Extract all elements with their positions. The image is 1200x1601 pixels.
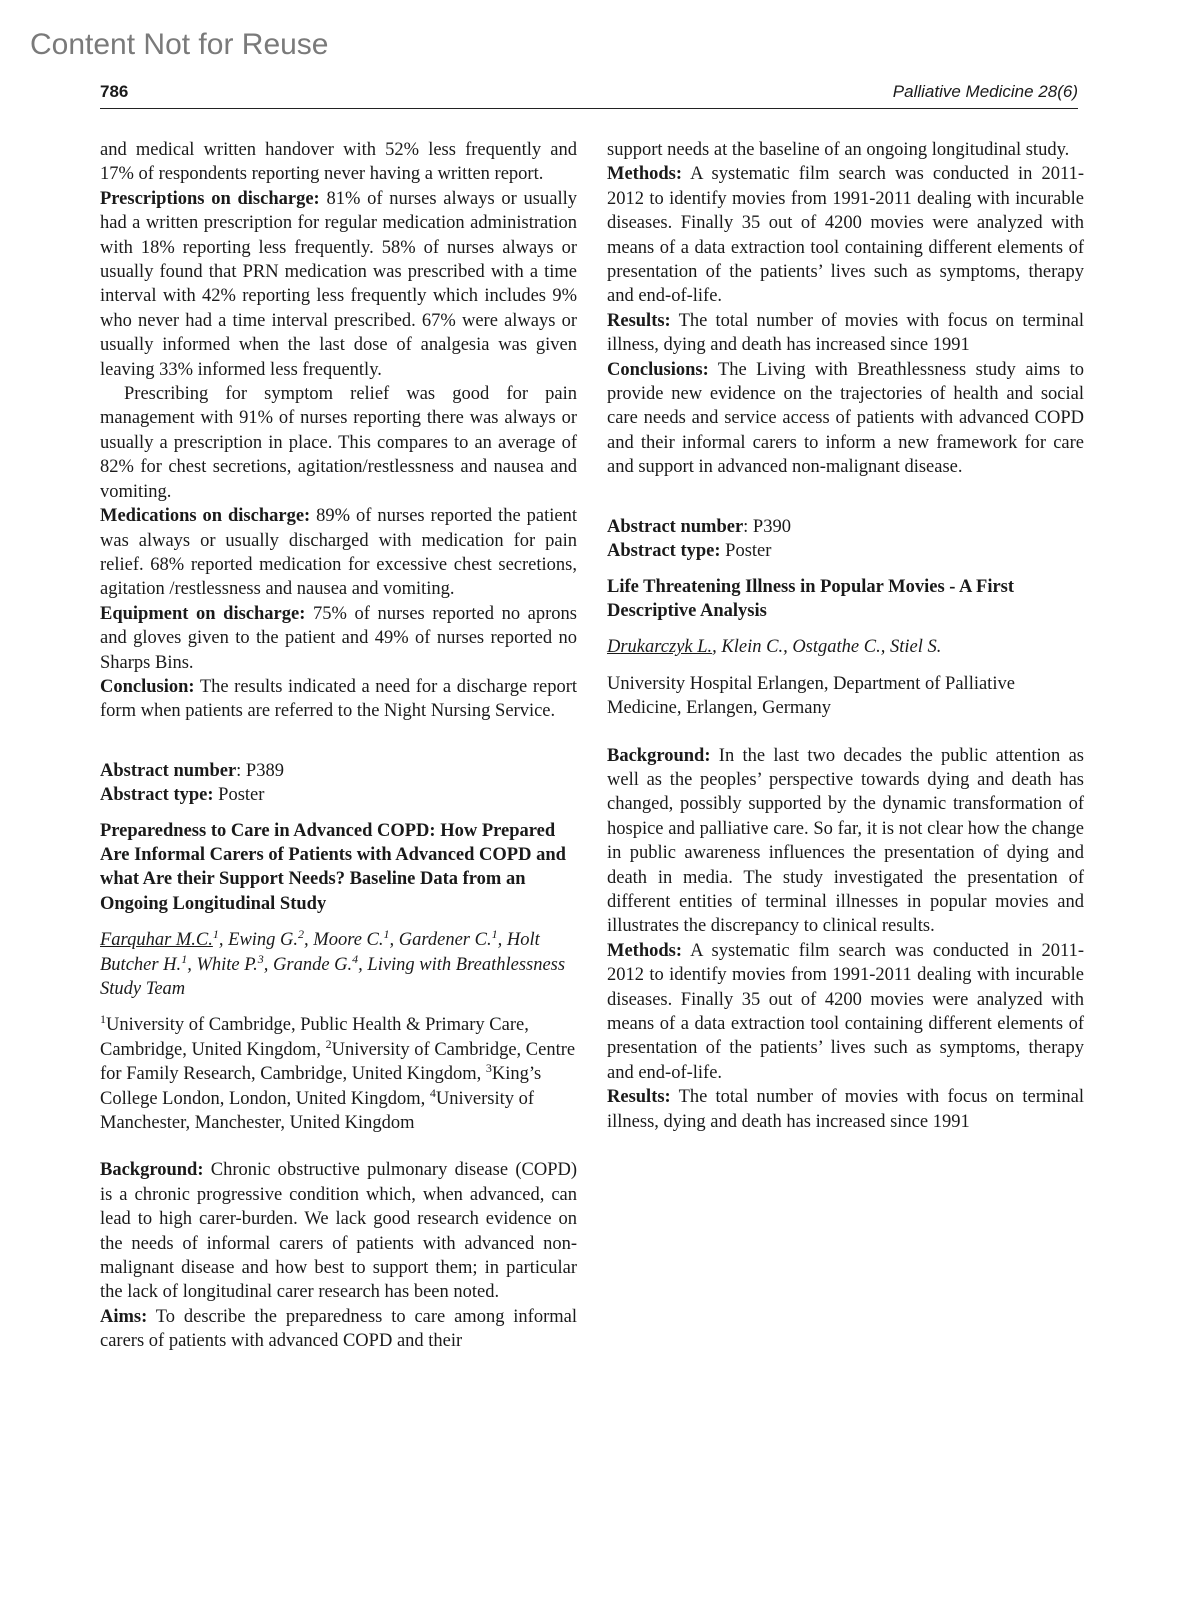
author: , Grande G.: [263, 954, 353, 975]
section-heading: Aims:: [100, 1306, 148, 1327]
continued-paragraph: and medical written handover with 52% less frequently and 17% of respondents reporting never having a written report.: [100, 140, 577, 185]
conclusions-paragraph: [607, 358, 1084, 480]
affiliations: University Hospital Erlangen, Department of Palliative Medicine, Erlangen, Germany: [607, 673, 1015, 719]
abstract-type: [607, 539, 1084, 563]
meta-label: Abstract type:: [100, 785, 214, 806]
affiliation-marker: 1: [100, 1012, 106, 1027]
meta-value: : P389: [236, 760, 284, 781]
affiliation: King’s College London, London, United Kingdom,: [100, 1064, 542, 1109]
presenting-author: Farquhar M.C.: [100, 930, 213, 951]
section-text: 81% of nurses always or usually had a written prescription for regular medication administration with 18% reporting less frequently. 58% of nurses always or usually found that PRN medication was prescribed with a time interval with 42% reporting less frequently which includes 9% who never had a time interval prescribed. 67% were always or usually informed when the last dose of analgesia was given leaving 33% informed less frequently.: [100, 188, 577, 380]
author: , Living with Breathlessness Study Team: [100, 954, 566, 999]
medications-paragraph: [100, 504, 577, 602]
meta-label: Abstract number: [100, 760, 237, 781]
section-heading: Background:: [100, 1160, 204, 1181]
meta-label: Abstract number: [607, 516, 744, 537]
author: , Moore C.: [304, 930, 384, 951]
section-text: In the last two decades the public attention as well as the peoples’ perspective towards dying and death has changed, possibly supported by the dynamic transformation of hospice and palliative care. So far, it is not clear how the change in public awareness influences the presentation of dying and death in media. The study investigated the presentation of different entities of terminal illnesses in popular movies and illustrates the discrepancy to clinical results.: [607, 745, 1084, 937]
affiliation-marker: 3: [485, 1061, 492, 1076]
section-heading: Results:: [607, 310, 671, 331]
affiliation-marker: 1: [383, 927, 390, 942]
section-heading: Medications on discharge:: [100, 506, 311, 527]
affiliation-marker: 4: [352, 951, 359, 966]
abstract-title: Life Threatening Illness in Popular Movies - A First Descriptive Analysis: [607, 576, 1015, 621]
continued-paragraph: support needs at the baseline of an ongoing longitudinal study.: [607, 140, 1070, 160]
affiliation-marker: 1: [181, 951, 188, 966]
section-heading: Conclusion:: [100, 676, 195, 697]
author-list: [607, 635, 1084, 659]
meta-value: Poster: [213, 785, 265, 806]
results-paragraph: [607, 1085, 1084, 1134]
meta-value: Poster: [720, 541, 772, 562]
affiliation-marker: 3: [257, 951, 264, 966]
section-text: A systematic film search was conducted in 2011-2012 to identify movies from 1991-2011 dealing with incurable diseases. Finally 35 out of 4200 movies were analyzed with means of a data extraction tool containing different elements of presentation of the patients’ lives such as symptoms, therapy and end-of-life.: [607, 940, 1084, 1083]
background-paragraph: [100, 1158, 577, 1304]
affiliation: University of Cambridge, Public Health & Primary Care, Cambridge, United Kingdom,: [100, 1015, 529, 1060]
affiliation-marker: 1: [491, 927, 498, 942]
abstract-type: [100, 783, 577, 807]
abstract-number: [607, 515, 1084, 539]
results-paragraph: [607, 309, 1084, 358]
author: , Gardener C.: [389, 930, 492, 951]
author: , Ewing G.: [218, 930, 299, 951]
section-text: The Living with Breathlessness study aims to provide new evidence on the trajectories of health and social care needs and service access of patients with advanced COPD and their informal carers to inform a new framework for care and support in advanced non-malignant disease.: [607, 359, 1084, 478]
section-heading: Background:: [607, 745, 711, 766]
section-heading: Equipment on discharge:: [100, 603, 306, 624]
author: , Holt Butcher H.: [100, 930, 540, 975]
section-text: The results indicated a need for a discharge report form when patients are referred to the Night Nursing Service.: [100, 676, 577, 722]
section-heading: Results:: [607, 1087, 671, 1108]
methods-paragraph: [607, 939, 1084, 1085]
affiliation-marker: 1: [212, 927, 219, 942]
equipment-paragraph: [100, 602, 577, 675]
prescriptions-paragraph: [100, 187, 577, 382]
section-heading: Methods:: [607, 164, 683, 185]
author: , White P.: [187, 954, 258, 975]
section-text: The total number of movies with focus on terminal illness, dying and death has increased since 1991: [607, 1087, 1084, 1132]
meta-value: : P390: [743, 516, 791, 537]
section-heading: Prescriptions on discharge:: [100, 188, 320, 209]
section-heading: Methods:: [607, 940, 683, 961]
section-text: A systematic film search was conducted in 2011-2012 to identify movies from 1991-2011 dealing with incurable diseases. Finally 35 out of 4200 movies were analyzed with means of a data extraction tool containing different elements of presentation of the patients’ lives such as symptoms, therapy and end-of-life.: [607, 164, 1084, 307]
prescribing-paragraph: Prescribing for symptom relief was good for pain management with 91% of nurses reporting there was always or usually a prescription in place. This compares to an average of 82% for chest secretions, agitation/restlessness and nausea and vomiting.: [100, 384, 577, 502]
section-text: 75% of nurses reported no aprons and gloves given to the patient and 49% of nurses reported no Sharps Bins.: [100, 603, 578, 673]
journal-title: Palliative Medicine 28(6): [892, 82, 1078, 101]
aims-paragraph: [100, 1305, 577, 1354]
section-text: The total number of movies with focus on terminal illness, dying and death has increased since 1991: [607, 310, 1084, 356]
methods-paragraph: [607, 162, 1084, 308]
page-number: 786: [100, 82, 129, 101]
affiliations: [100, 1013, 577, 1135]
left-column: [100, 138, 577, 1354]
affiliation-marker: 2: [325, 1036, 332, 1051]
section-text: 89% of nurses reported the patient was always or usually discharged with medication for pain relief. 68% reported medication for excessive chest secretions, agitation /restlessness and nausea and vomiting.: [100, 506, 577, 600]
abstract-number: [100, 759, 577, 783]
author: , Klein C., Ostgathe C., Stiel S.: [712, 637, 942, 658]
meta-label: Abstract type:: [607, 541, 721, 562]
watermark: Content Not for Reuse: [30, 28, 329, 61]
affiliation: University of Manchester, Manchester, United Kingdom: [100, 1088, 535, 1134]
author-list: [100, 928, 577, 1001]
affiliation: University of Cambridge, Centre for Family Research, Cambridge, United Kingdom,: [100, 1039, 576, 1085]
running-head: [100, 80, 1078, 109]
abstract-title: Preparedness to Care in Advanced COPD: How Prepared Are Informal Carers of Patients with Advanced COPD and what Are their Support Needs? Baseline Data from an Ongoing Longitudinal Study: [100, 820, 566, 914]
section-heading: Conclusions:: [607, 359, 709, 380]
affiliation-marker: 4: [429, 1085, 436, 1100]
conclusion-paragraph: [100, 675, 577, 724]
section-text: Chronic obstructive pulmonary disease (COPD) is a chronic progressive condition which, when advanced, can lead to high carer-burden. We lack good research evidence on the needs of informal carers of patients with advanced non-malignant disease and how best to support them; in particular the lack of longitudinal carer research has been noted.: [100, 1160, 577, 1303]
presenting-author: Drukarczyk L.: [607, 637, 713, 658]
affiliation-marker: 2: [298, 927, 305, 942]
background-paragraph: [607, 744, 1084, 939]
right-column: [607, 138, 1084, 1134]
section-text: To describe the preparedness to care among informal carers of patients with advanced COPD and their: [100, 1306, 577, 1352]
